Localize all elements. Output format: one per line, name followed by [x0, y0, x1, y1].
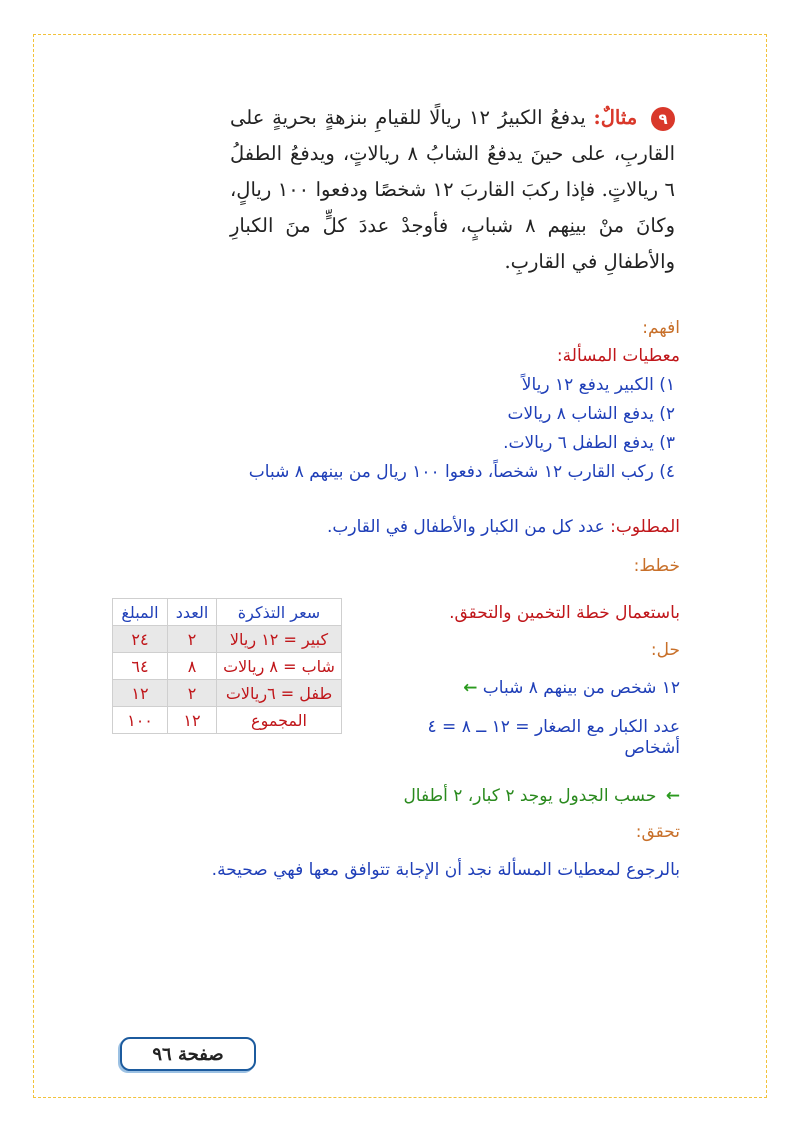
- solve-step-2: عدد الكبار مع الصغار = ١٢ ــ ٨ = ٤: [427, 717, 680, 737]
- header-ticket-price: سعر التذكرة: [217, 599, 342, 626]
- ticket-table: [112, 598, 342, 734]
- row-name: طفل = ٦ريالات: [217, 680, 342, 707]
- page-number-badge: [120, 1037, 256, 1071]
- problem-number-badge: ٩: [651, 107, 675, 131]
- row-name: كبير = ١٢ ريالا: [217, 626, 342, 653]
- given-item-3: ٣) يدفع الطفل ٦ ريالات.: [503, 433, 675, 453]
- table-total-row: [113, 707, 342, 734]
- row-amount: ٢٤: [113, 626, 168, 653]
- solve-step-3: [403, 786, 680, 806]
- given-item-1: ١) الكبير يدفع ١٢ ريالاً: [521, 375, 675, 395]
- header-count: العدد: [168, 599, 217, 626]
- problem-text: يدفعُ الكبيرُ ١٢ ريالًا للقيامِ بنزهةٍ بحريةٍ على القاربِ، على حينَ يدفعُ الشابُ ٨ ريالاتٍ، ويدفعُ الطفلُ ٦ ريالاتٍ. فإذا ركبَ القاربَ ١٢ شخصًا ودفعوا ١٠٠ ريالٍ، وكانَ منْ بينِهم ٨ شبابٍ، فأوجدْ عددَ كلٍّ منَ الكبارِ والأطفالِ في القاربِ.: [230, 106, 676, 273]
- givens-heading: معطيات المسألة:: [556, 346, 680, 366]
- arrow-icon: ←: [463, 678, 478, 698]
- solve-step-1-text: ١٢ شخص من بينهم ٨ شباب: [482, 678, 680, 698]
- row-count: ٢: [168, 680, 217, 707]
- total-amount: ١٠٠: [113, 707, 168, 734]
- row-amount: ١٢: [113, 680, 168, 707]
- table-header-row: [113, 599, 342, 626]
- header-amount: المبلغ: [113, 599, 168, 626]
- table-row: [113, 626, 342, 653]
- given-item-4: ٤) ركب القارب ١٢ شخصاً، دفعوا ١٠٠ ريال من بينهم ٨ شباب: [248, 462, 675, 482]
- given-item-2: ٢) يدفع الشاب ٨ ريالات: [507, 404, 675, 424]
- arrow-icon: ←: [665, 786, 680, 806]
- total-label: المجموع: [217, 707, 342, 734]
- understand-heading: افهم:: [642, 318, 680, 338]
- row-count: ٢: [168, 626, 217, 653]
- row-count: ٨: [168, 653, 217, 680]
- solve-step-1: [459, 678, 680, 698]
- problem-statement: [230, 100, 675, 280]
- problem-label: مثالٌ:: [593, 106, 638, 129]
- required-label: المطلوب:: [610, 517, 680, 537]
- solve-step-2-continued: أشخاص: [624, 738, 680, 758]
- row-name: شاب = ٨ ريالات: [217, 653, 342, 680]
- table-row: [113, 680, 342, 707]
- page-number-label: صفحة ٩٦: [152, 1043, 224, 1065]
- check-text: بالرجوع لمعطيات المسألة نجد أن الإجابة تتوافق معها فهي صحيحة.: [211, 860, 680, 880]
- plan-text: باستعمال خطة التخمين والتحقق.: [449, 603, 680, 623]
- row-amount: ٦٤: [113, 653, 168, 680]
- table-row: [113, 653, 342, 680]
- plan-heading: خطط:: [633, 556, 680, 576]
- check-heading: تحقق:: [635, 822, 680, 842]
- required-text: عدد كل من الكبار والأطفال في القارب.: [326, 517, 605, 537]
- solve-heading: حل:: [650, 640, 680, 660]
- total-count: ١٢: [168, 707, 217, 734]
- required-line: [327, 517, 680, 537]
- solve-step-3-text: حسب الجدول يوجد ٢ كبار، ٢ أطفال: [403, 786, 657, 806]
